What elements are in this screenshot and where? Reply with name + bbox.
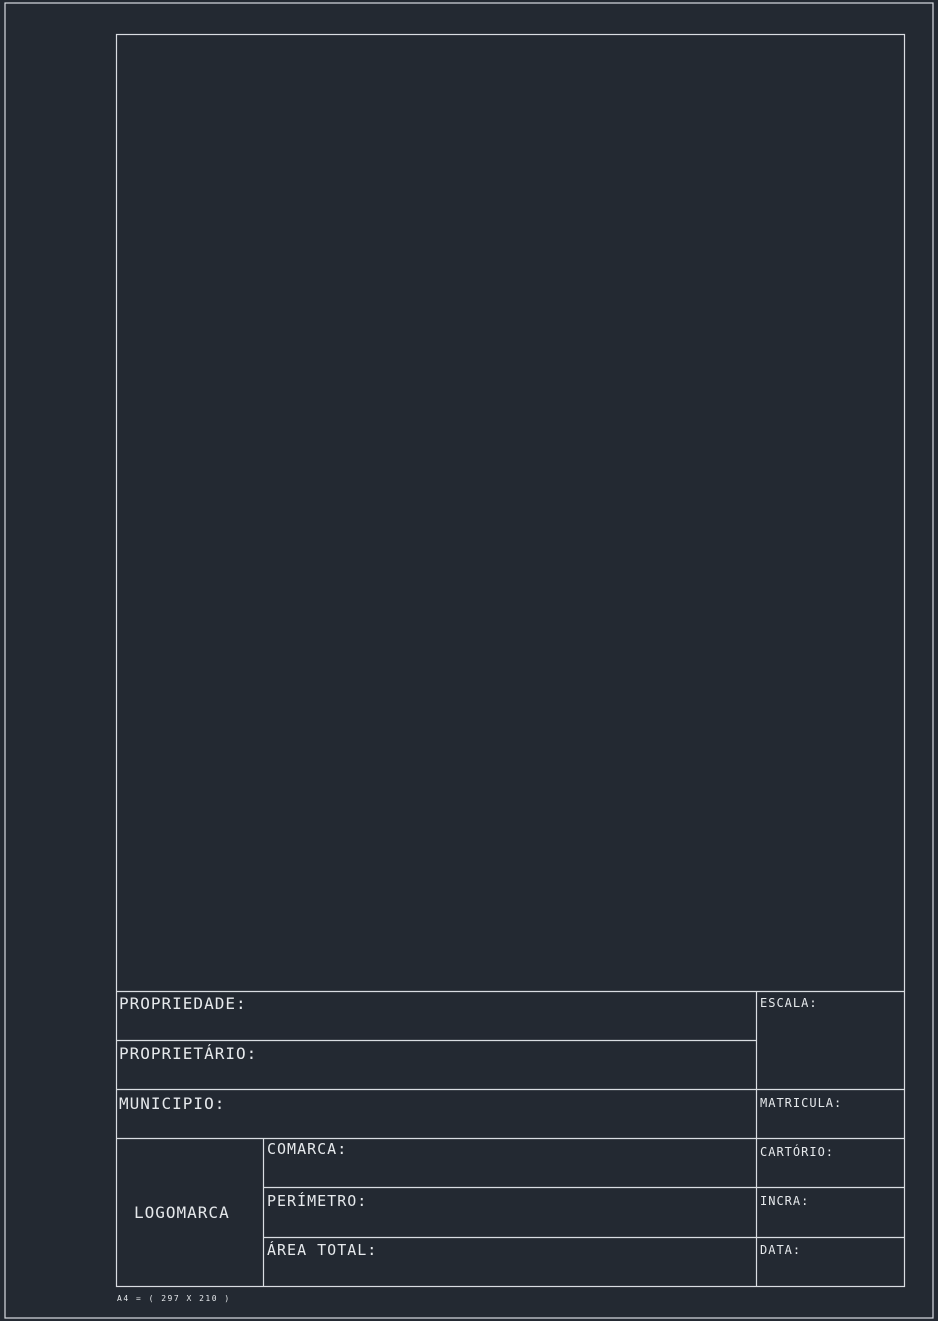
- propriedade-label: PROPRIEDADE:: [119, 994, 247, 1013]
- comarca-label: COMARCA:: [267, 1140, 348, 1158]
- escala-label: ESCALA:: [760, 996, 818, 1010]
- sheet-format-note: A4 = ( 297 X 210 ): [117, 1294, 231, 1303]
- municipio-label: MUNICIPIO:: [119, 1094, 226, 1113]
- incra-label: INCRA:: [760, 1194, 810, 1208]
- proprietario-label: PROPRIETÁRIO:: [119, 1044, 258, 1063]
- area-total-label: ÁREA TOTAL:: [267, 1241, 378, 1259]
- data-label: DATA:: [760, 1243, 802, 1257]
- perimetro-label: PERÍMETRO:: [267, 1192, 368, 1210]
- cartorio-label: CARTÓRIO:: [760, 1145, 835, 1159]
- matricula-label: MATRICULA:: [760, 1096, 843, 1110]
- outer-sheet-border: [5, 3, 933, 1318]
- logomarca-label: LOGOMARCA: [134, 1203, 230, 1222]
